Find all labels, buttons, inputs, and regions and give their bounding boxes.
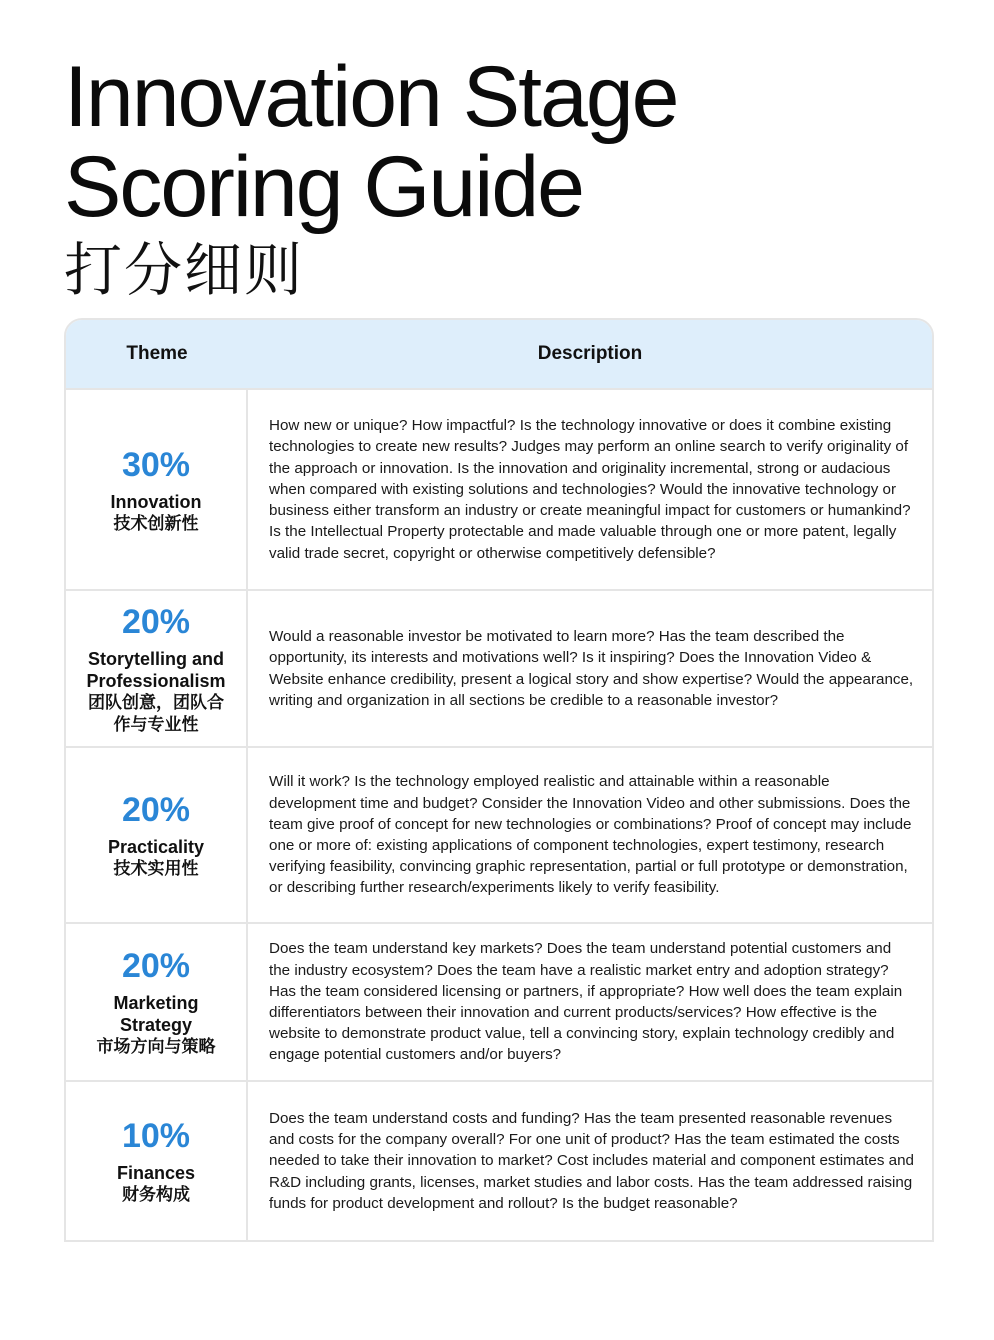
table-row-practicality — [66, 748, 932, 924]
theme-cell — [66, 390, 248, 589]
description-text: Does the team understand costs and funding? Has the team presented reasonable revenues and costs for the company overall? For one unit of product? Has the team estimated the costs needed to take their innovation to market? Cost includes material and component estimates and R&D including grants, licenses, market studies and labor costs. Has the team addressed raising funds for product development and rollout? Is the budget reasonable? — [269, 1109, 915, 1212]
description-cell — [248, 924, 932, 1080]
table-row-innovation — [66, 390, 932, 591]
description-cell — [248, 748, 932, 922]
theme-name: Storytelling and Professionalism — [86, 648, 226, 691]
theme-name-chinese: 财务构成 — [122, 1185, 190, 1205]
weight-percent: 10% — [121, 1117, 191, 1155]
theme-name: Practicality — [107, 837, 205, 857]
column-header-theme: Theme — [126, 343, 188, 364]
page-title-chinese: 打分细则 — [64, 236, 305, 304]
table-row-marketing — [66, 924, 932, 1082]
table-row-finances — [66, 1082, 932, 1240]
page-title-line2: Scoring Guide — [64, 139, 583, 235]
page-title-line1: Innovation Stage — [64, 49, 678, 145]
weight-percent: 20% — [121, 602, 191, 641]
scoring-table — [64, 318, 934, 1242]
theme-name: Marketing Strategy — [113, 993, 199, 1035]
weight-percent: 20% — [121, 947, 191, 985]
description-text: Does the team understand key markets? Does the team understand potential customers and the industry ecosystem? Does the team have a realistic market entry and adoption strategy? Has the team considered licensing or partners, if appropriate? How well does the team explain differentiators between their innovation and current products/services? How effective is the website to demonstrate product value, tell a convincing story, explain technology credibly and engage potential customers and/or buyers? — [269, 940, 903, 1064]
description-text: Would a reasonable investor be motivated to learn more? Has the team described the opportunity, its interests and motivations well? Is it inspiring? Does the Innovation Video & Website enhance credibility, present a logical story and show expertise? Would the appearance, writing and organization in all sections be credible to a reasonable investor? — [269, 628, 914, 709]
theme-cell — [66, 924, 248, 1080]
table-header — [66, 320, 932, 390]
theme-cell — [66, 591, 248, 746]
weight-percent: 30% — [121, 445, 191, 484]
table-row-storytelling — [66, 591, 932, 748]
title-block — [64, 49, 944, 304]
theme-name-chinese: 市场方向与策略 — [96, 1037, 216, 1057]
description-text: Will it work? Is the technology employed realistic and attainable within a reasonable development time and budget? Consider the Innovation Video and other submissions. Does the team give proof of concept for new technologies or combinations? Proof of concept may include one or more of: existing applications of component technologies, expert testimony, research verifying feasibility, convincing graphic representation, partial or full prototype or demonstration, or describing further research/experiments likely to verify feasibility. — [269, 773, 912, 897]
description-cell — [248, 390, 932, 589]
theme-name-chinese: 技术创新性 — [113, 513, 199, 534]
theme-name-chinese: 团队创意，团队合作与专业性 — [88, 692, 224, 735]
column-header-description: Description — [537, 343, 643, 364]
weight-percent: 20% — [121, 791, 191, 829]
theme-cell — [66, 1082, 248, 1240]
theme-name-chinese: 技术实用性 — [113, 859, 199, 879]
description-text: How new or unique? How impactful? Is the technology innovative or does it combine existing technologies to create new results? Judges may perform an online search to verify originality of the approach or innovation. Is the innovation and originality incremental, strong or audacious when compared with existing solutions and technologies? Would the innovative technology or business either transform an industry or create meaningful impact for customers or humankind? Is the Intellectual Property protectable and made valuable through one or more patent, legally valid trade secret, copyright or otherwise competitively defensible? — [269, 417, 911, 562]
theme-cell — [66, 748, 248, 922]
theme-name: Finances — [116, 1163, 196, 1183]
description-cell — [248, 591, 932, 746]
theme-name: Innovation — [110, 491, 202, 512]
description-cell — [248, 1082, 932, 1240]
